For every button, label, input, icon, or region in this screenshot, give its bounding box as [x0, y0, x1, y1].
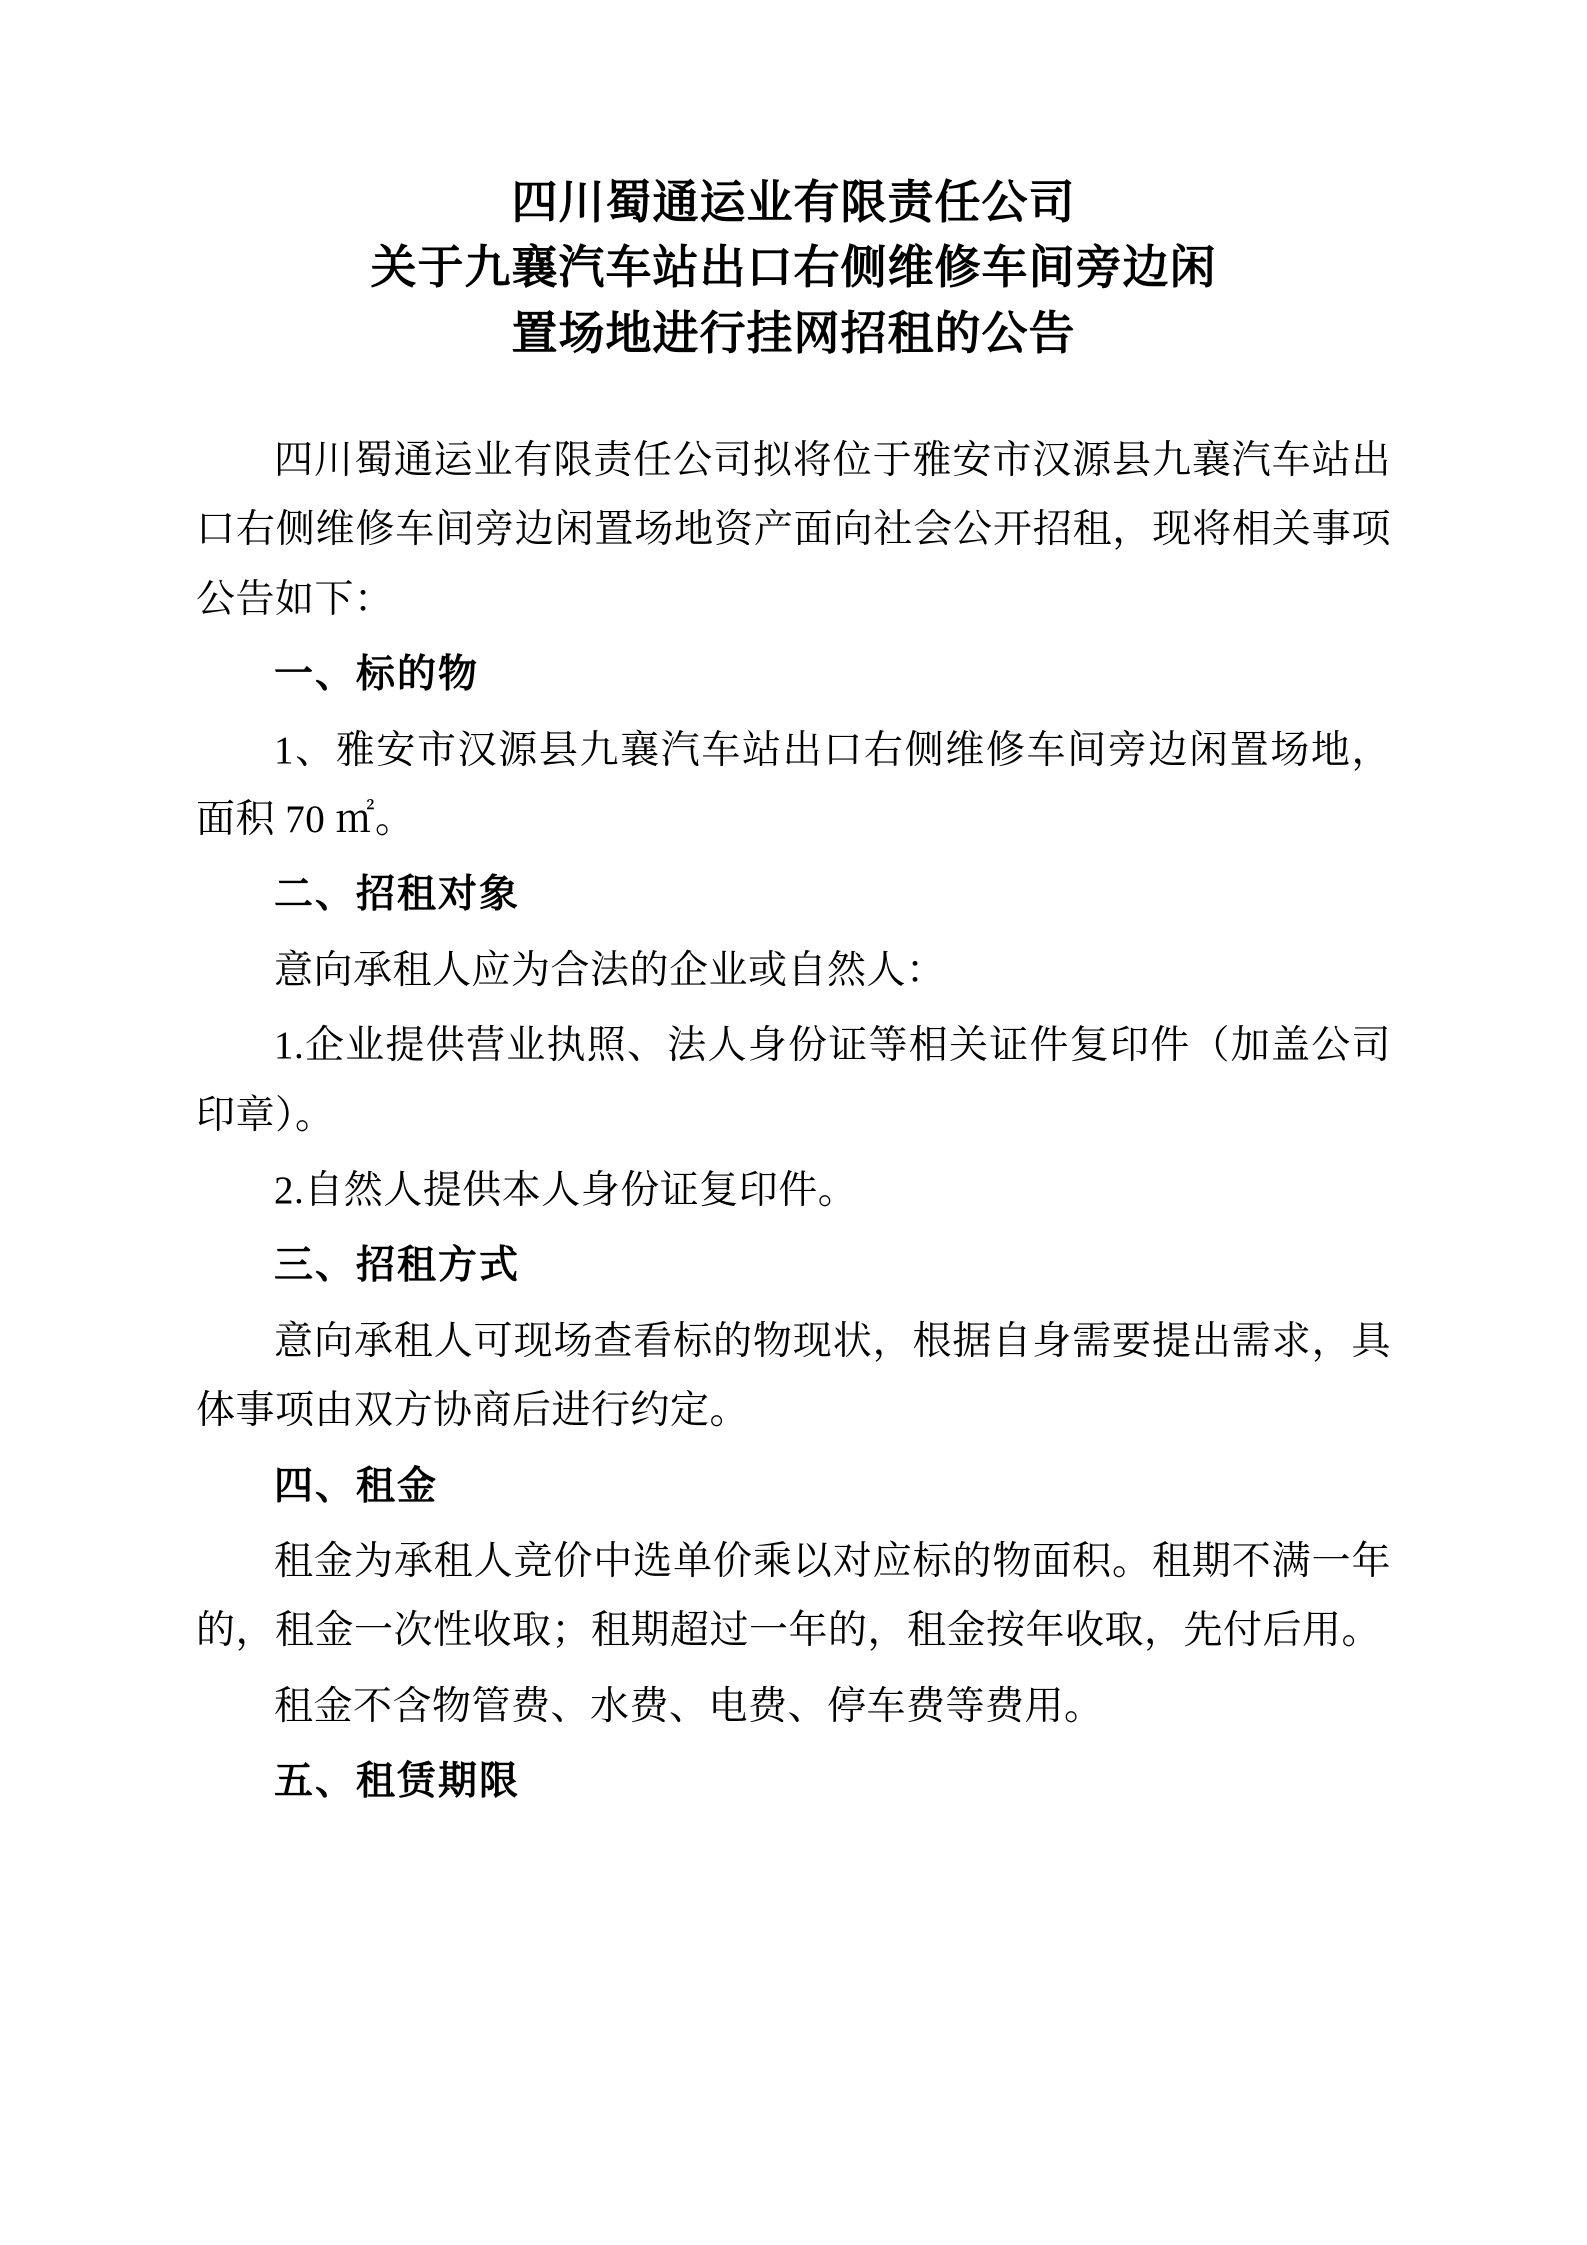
paragraph-3-1: 意向承租人可现场查看标的物现状，根据自身需要提出需求，具体事项由双方协商后进行约定。 — [196, 1319, 1391, 1433]
section-heading-5: 五、租赁期限 — [274, 1760, 521, 1804]
title-line-2: 关于九襄汽车站出口右侧维修车间旁边闲 — [370, 241, 1217, 294]
title-line-1: 四川蜀通运业有限责任公司 — [511, 176, 1076, 228]
paragraph-2-3: 2.自然人提供本人身份证复印件。 — [274, 1169, 858, 1212]
page-title — [196, 170, 1391, 366]
paragraph-2-2: 1.企业提供营业执照、法人身份证等相关证件复印件（加盖公司印章）。 — [196, 1024, 1391, 1137]
section-heading-1: 一、标的物 — [274, 653, 480, 697]
paragraph-4-1: 租金为承租人竞价中选单价乘以对应标的物面积。租期不满一年的，租金一次性收取；租期超过一年的，租金按年收取，先付后用。 — [196, 1540, 1391, 1653]
title-line-3: 置场地进行挂网招租的公告 — [511, 306, 1076, 359]
paragraph-intro: 四川蜀通运业有限责任公司拟将位于雅安市汉源县九襄汽车站出口右侧维修车间旁边闲置场地资产面向社会公开招租，现将相关事项公告如下： — [196, 438, 1391, 621]
section-heading-4: 四、租金 — [274, 1464, 439, 1508]
section-heading-3: 三、招租方式 — [274, 1244, 521, 1288]
document-body — [196, 426, 1391, 1817]
paragraph-1-1: 1、雅安市汉源县九襄汽车站出口右侧维修车间旁边闲置场地，面积 70 ㎡。 — [196, 728, 1391, 841]
section-heading-2: 二、招租对象 — [274, 873, 521, 917]
paragraph-2-1: 意向承租人应为合法的企业或自然人： — [274, 948, 946, 992]
paragraph-4-2: 租金不含物管费、水费、电费、停车费等费用。 — [274, 1684, 1104, 1728]
